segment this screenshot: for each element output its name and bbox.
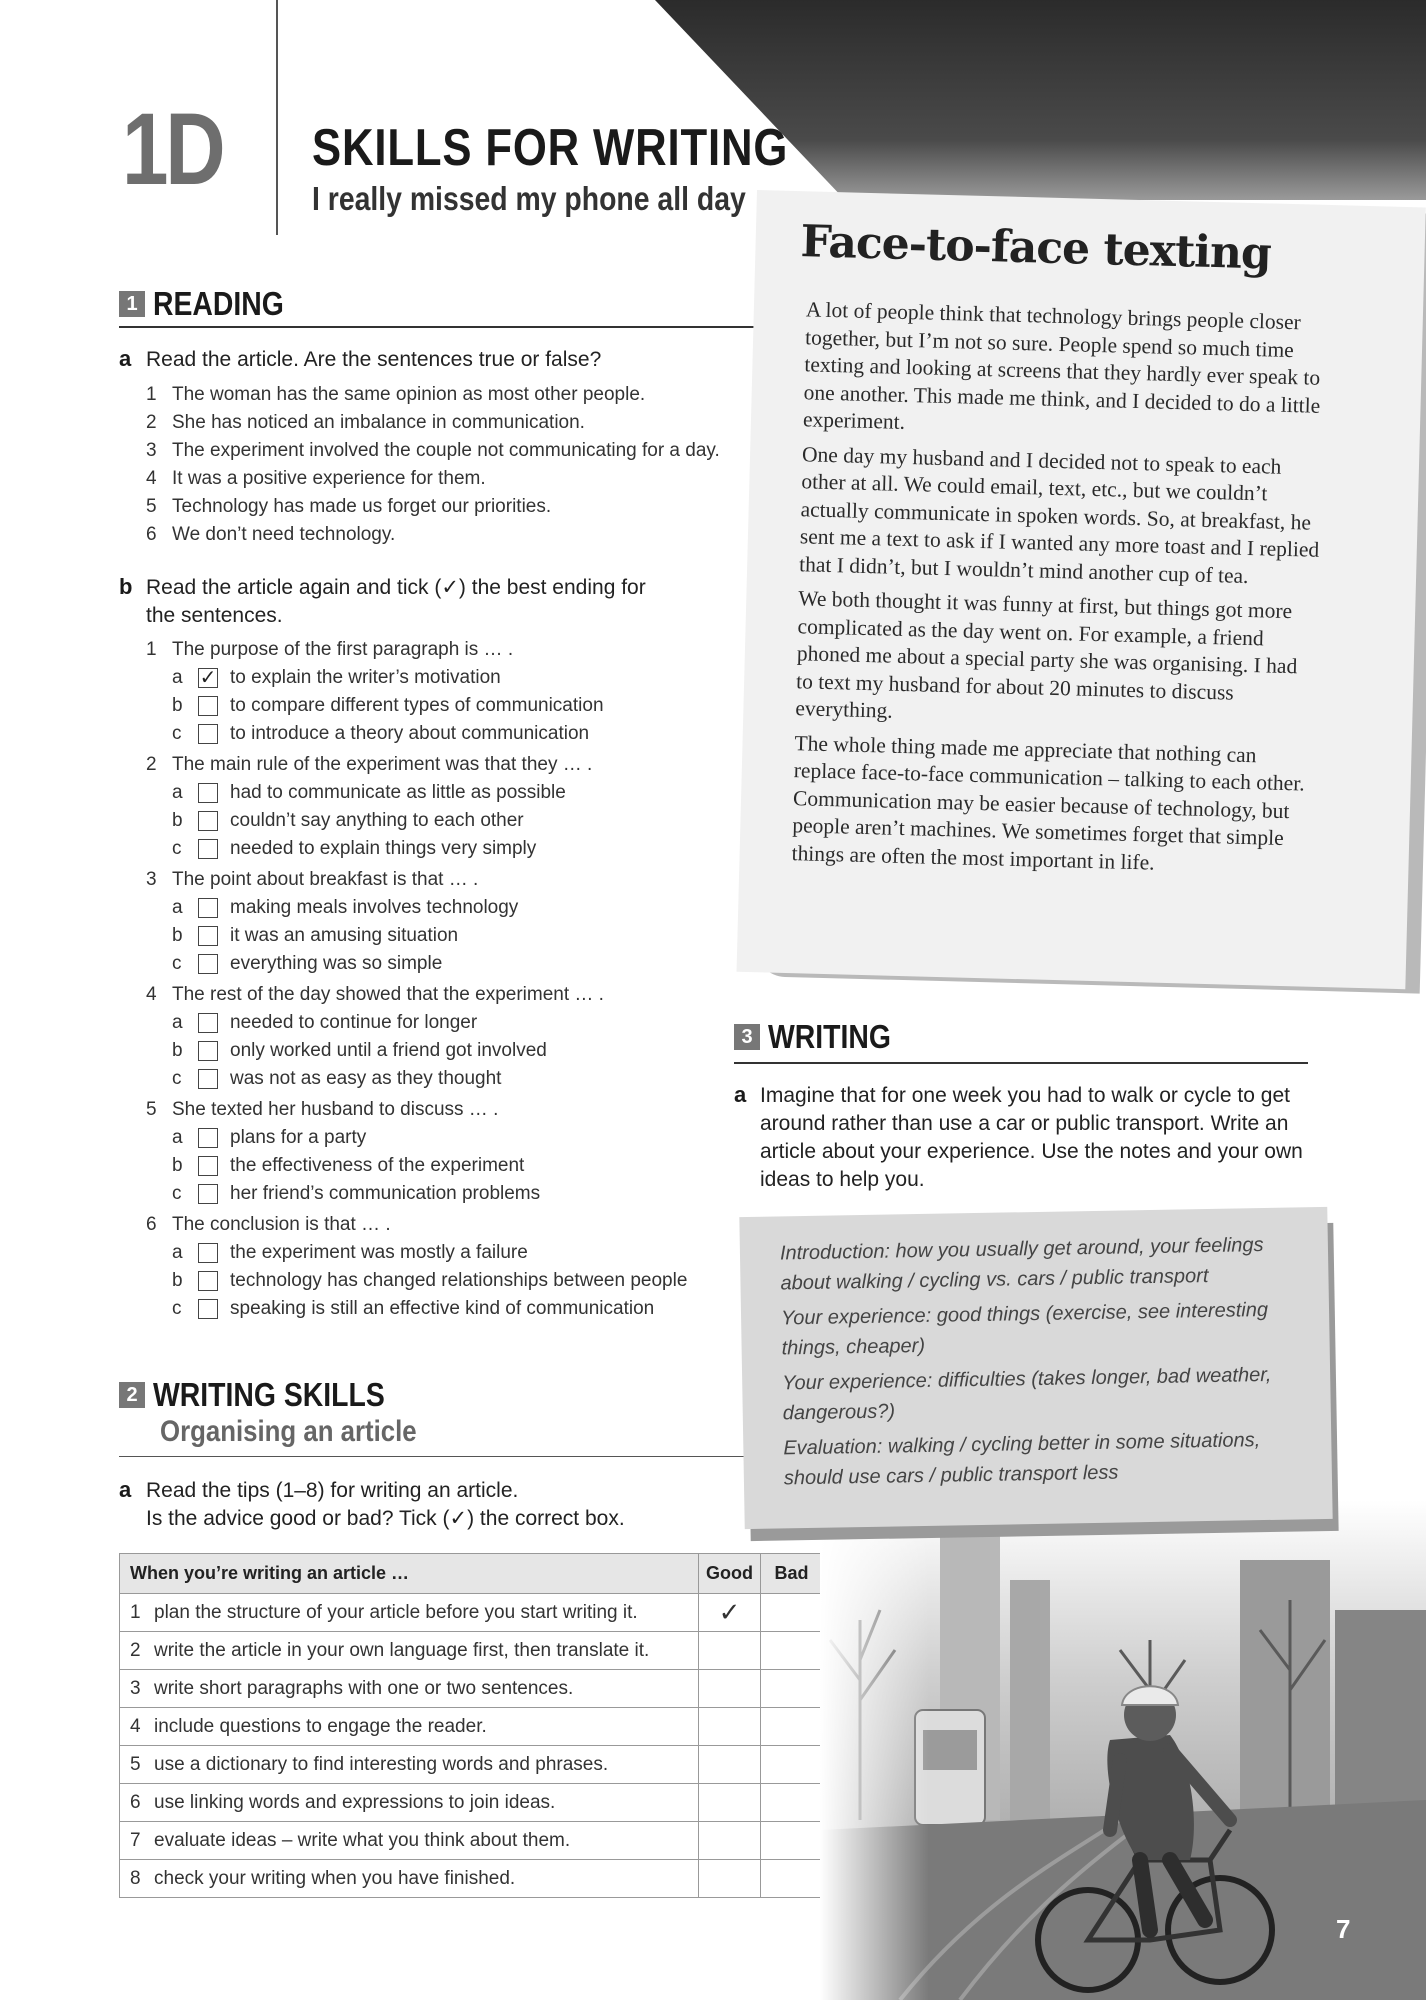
item-text: The woman has the same opinion as most other people.: [172, 384, 646, 405]
option-letter: b: [172, 1040, 183, 1061]
bad-cell[interactable]: [761, 1708, 823, 1746]
option-letter: b: [172, 1270, 183, 1291]
option-text: needed to continue for longer: [230, 1012, 478, 1033]
item-number: 4: [146, 468, 157, 489]
option-letter: a: [172, 1242, 183, 1263]
option-text: speaking is still an effective kind of communication: [230, 1298, 655, 1319]
option-text: was not as easy as they thought: [230, 1068, 502, 1089]
question-number: 2: [146, 754, 157, 775]
bad-cell[interactable]: [761, 1822, 823, 1860]
article-paragraph: We both thought it was funny at first, but things got more complicated as the day went on. For example, a friend phoned me about a special party she was organising. I had to text my husband for about 20 minutes to discuss everything.: [795, 586, 1298, 723]
task-instruction: [146, 574, 646, 630]
option-text: everything was so simple: [230, 953, 443, 974]
task-letter: a: [119, 346, 132, 371]
question-number: 5: [146, 1099, 157, 1120]
question-text: The rest of the day showed that the experiment … .: [172, 984, 604, 1005]
mc-question: [146, 751, 687, 863]
tip-text: evaluate ideas – write what you think about them.: [154, 1829, 571, 1851]
tip-number: 7: [130, 1829, 141, 1851]
mc-option: [146, 1152, 687, 1180]
writing-note: Your experience: difficulties (takes longer, bad weather, dangerous?): [782, 1363, 1272, 1425]
table-row: [120, 1746, 823, 1784]
mc-question-stem: [146, 866, 687, 894]
answer-checkbox[interactable]: [198, 1041, 218, 1061]
good-cell[interactable]: [699, 1784, 761, 1822]
option-letter: c: [172, 1068, 182, 1089]
answer-checkbox[interactable]: [198, 1128, 218, 1148]
tip-text: use a dictionary to find interesting words and phrases.: [154, 1753, 609, 1775]
question-number: 1: [146, 639, 157, 660]
bad-cell[interactable]: [761, 1594, 823, 1632]
answer-checkbox[interactable]: [198, 839, 218, 859]
question-number: 3: [146, 869, 157, 890]
mc-option: [146, 1009, 687, 1037]
option-text: it was an amusing situation: [230, 925, 459, 946]
question-number: 4: [146, 984, 157, 1005]
mc-option: [146, 1180, 687, 1208]
section-rule: [734, 1062, 1308, 1064]
mc-option: [146, 664, 687, 692]
option-letter: b: [172, 1155, 183, 1176]
good-cell[interactable]: [699, 1860, 761, 1898]
option-letter: c: [172, 1183, 182, 1204]
table-row: [120, 1670, 823, 1708]
answer-checkbox[interactable]: ✓: [199, 667, 217, 689]
bad-cell[interactable]: [761, 1670, 823, 1708]
writing-heading: [734, 1018, 911, 1056]
section-title: READING: [153, 285, 284, 322]
good-cell[interactable]: [699, 1708, 761, 1746]
article-paragraph: The whole thing made me appreciate that nothing can replace face-to-face communication – talking to each other. Communication may be easier because of technology, but people aren’t machines. We sometimes forget that simple things are often the most important in life.: [791, 730, 1305, 875]
mc-question: [146, 981, 687, 1093]
answer-checkbox[interactable]: [198, 926, 218, 946]
option-letter: a: [172, 1127, 183, 1148]
bad-cell[interactable]: [761, 1632, 823, 1670]
true-false-item: [146, 493, 720, 521]
good-cell[interactable]: [699, 1746, 761, 1784]
tip-cell: [120, 1784, 699, 1822]
item-text: We don’t need technology.: [172, 524, 396, 545]
item-number: 3: [146, 440, 157, 461]
true-false-item: [146, 409, 720, 437]
answer-checkbox[interactable]: [198, 1299, 218, 1319]
option-letter: b: [172, 925, 183, 946]
question-text: The point about breakfast is that … .: [172, 869, 479, 890]
tip-number: 3: [130, 1677, 141, 1699]
option-text: the effectiveness of the experiment: [230, 1155, 525, 1176]
tip-number: 1: [130, 1601, 141, 1623]
section-number: 1: [119, 291, 145, 317]
option-text: making meals involves technology: [230, 897, 519, 918]
tip-cell: [120, 1594, 699, 1632]
option-text: the experiment was mostly a failure: [230, 1242, 528, 1263]
tip-text: include questions to engage the reader.: [154, 1715, 487, 1737]
section-rule: [119, 326, 767, 328]
option-letter: c: [172, 723, 182, 744]
option-letter: c: [172, 1298, 182, 1319]
writing-note: Evaluation: walking / cycling better in some situations, should use cars / public transport less: [783, 1429, 1261, 1490]
question-text: She texted her husband to discuss … .: [172, 1099, 499, 1120]
table-row: [120, 1822, 823, 1860]
answer-checkbox[interactable]: [198, 1271, 218, 1291]
tip-cell: [120, 1746, 699, 1784]
option-letter: a: [172, 897, 183, 918]
tip-cell: [120, 1670, 699, 1708]
mc-question-stem: [146, 981, 687, 1009]
item-number: 6: [146, 524, 157, 545]
multiple-choice-questions: [146, 636, 687, 1326]
task-instruction-line: the sentences.: [146, 604, 283, 627]
bad-cell[interactable]: [761, 1784, 823, 1822]
true-false-item: [146, 437, 720, 465]
section-subheading: Organising an article: [160, 1415, 417, 1448]
option-letter: a: [172, 782, 183, 803]
mc-option: [146, 950, 687, 978]
answer-checkbox[interactable]: [198, 954, 218, 974]
option-text: had to communicate as little as possible: [230, 782, 566, 803]
tips-table: [119, 1553, 823, 1898]
item-number: 2: [146, 412, 157, 433]
question-text: The main rule of the experiment was that they … .: [172, 754, 593, 775]
mc-option: [146, 1037, 687, 1065]
table-row: [120, 1632, 823, 1670]
mc-question: [146, 636, 687, 748]
mc-option: [146, 1065, 687, 1093]
mc-option: [146, 720, 687, 748]
mc-question-stem: [146, 636, 687, 664]
answer-checkbox[interactable]: [198, 724, 218, 744]
option-letter: c: [172, 838, 182, 859]
question-text: The conclusion is that … .: [172, 1214, 391, 1235]
tip-cell: [120, 1708, 699, 1746]
writing-notes-panel: [739, 1207, 1332, 1529]
mc-option: [146, 1295, 687, 1323]
table-header-good: Good: [699, 1554, 761, 1594]
mc-question-stem: [146, 1211, 687, 1239]
item-number: 5: [146, 496, 157, 517]
table-row: [120, 1594, 823, 1632]
good-cell[interactable]: [699, 1632, 761, 1670]
article-title: Face-to-face texting: [799, 216, 1272, 280]
option-text: couldn’t say anything to each other: [230, 810, 524, 831]
option-text: to compare different types of communication: [230, 695, 604, 716]
answer-checkbox[interactable]: [198, 1013, 218, 1033]
option-text: only worked until a friend got involved: [230, 1040, 547, 1061]
task-instruction: [146, 1477, 625, 1533]
table-row: [120, 1708, 823, 1746]
item-text: The experiment involved the couple not communicating for a day.: [172, 440, 720, 461]
section-number: 3: [734, 1024, 760, 1050]
tip-cell: [120, 1822, 699, 1860]
good-cell[interactable]: [699, 1822, 761, 1860]
task-letter: b: [119, 574, 133, 599]
mc-option: [146, 1239, 687, 1267]
tip-cell: [120, 1632, 699, 1670]
table-header-row: [120, 1554, 823, 1594]
unit-code: 1D: [122, 92, 223, 206]
mc-option: [146, 807, 687, 835]
mc-question: [146, 866, 687, 978]
task-letter: a: [119, 1477, 132, 1502]
option-text: to explain the writer’s motivation: [230, 667, 501, 688]
item-text: She has noticed an imbalance in communication.: [172, 412, 585, 433]
page-number: 7: [1336, 1914, 1351, 1944]
mc-question: [146, 1211, 687, 1323]
tip-cell: [120, 1860, 699, 1898]
task-instruction-line: Read the article again and tick (✓) the best ending for: [146, 576, 646, 599]
option-letter: b: [172, 810, 183, 831]
option-letter: a: [172, 667, 183, 688]
reading-heading: [119, 285, 305, 323]
item-text: Technology has made us forget our priorities.: [172, 496, 552, 517]
bad-cell[interactable]: [761, 1746, 823, 1784]
option-text: her friend’s communication problems: [230, 1183, 541, 1204]
section-rule: [119, 1456, 749, 1457]
section-title: WRITING: [768, 1018, 891, 1055]
table-row: [120, 1860, 823, 1898]
tip-text: use linking words and expressions to join ideas.: [154, 1791, 556, 1813]
option-letter: c: [172, 953, 182, 974]
item-text: It was a positive experience for them.: [172, 468, 486, 489]
answer-checkbox[interactable]: [198, 1184, 218, 1204]
tip-number: 4: [130, 1715, 141, 1737]
tip-text: plan the structure of your article before you start writing it.: [154, 1601, 638, 1623]
unit-subtitle: I really missed my phone all day: [312, 180, 746, 217]
option-text: needed to explain things very simply: [230, 838, 537, 859]
mc-question-stem: [146, 1096, 687, 1124]
question-text: The purpose of the first paragraph is … .: [172, 639, 514, 660]
table-header-tip: When you’re writing an article …: [120, 1554, 699, 1594]
tip-text: write the article in your own language first, then translate it.: [154, 1639, 650, 1661]
answer-checkbox[interactable]: [198, 1069, 218, 1089]
task-instruction: Read the article. Are the sentences true or false?: [146, 348, 602, 371]
answer-checkbox[interactable]: [198, 1156, 218, 1176]
tip-number: 2: [130, 1639, 141, 1661]
writing-note: Your experience: good things (exercise, see interesting things, cheaper): [780, 1298, 1269, 1360]
section-number: 2: [119, 1382, 145, 1408]
option-text: technology has changed relationships between people: [230, 1270, 688, 1291]
article-paragraph: One day my husband and I decided not to speak to each other at all. We could email, text, etc., but we couldn’t actually communicate in spoken words. So, at breakfast, he sent me a text to ask if I wanted any more toast and I replied that I didn’t, but I wouldn’t mind another cup of tea.: [798, 441, 1320, 588]
mc-option: [146, 779, 687, 807]
good-cell[interactable]: [699, 1670, 761, 1708]
tip-number: 6: [130, 1791, 141, 1813]
answer-checkbox[interactable]: [198, 696, 218, 716]
task-instruction: Imagine that for one week you had to walk or cycle to get around rather than use a car or public transport. Write an article about your experience. Use the notes and your own ideas to help you.: [760, 1084, 1303, 1191]
table-row: [120, 1784, 823, 1822]
mc-option: [146, 922, 687, 950]
unit-divider: [276, 0, 278, 235]
writing-notes: [780, 1230, 1294, 1499]
article-body: [791, 296, 1326, 887]
option-letter: b: [172, 695, 183, 716]
answer-checkbox[interactable]: [198, 1243, 218, 1263]
tip-number: 5: [130, 1753, 141, 1775]
answer-checkbox[interactable]: [198, 898, 218, 918]
tip-text: check your writing when you have finished.: [154, 1867, 516, 1889]
true-false-item: [146, 521, 720, 549]
true-false-item: [146, 465, 720, 493]
tip-text: write short paragraphs with one or two sentences.: [154, 1677, 574, 1699]
mc-option: [146, 1267, 687, 1295]
task-instruction-line: Read the tips (1–8) for writing an article.: [146, 1479, 519, 1502]
answer-checkbox[interactable]: [198, 783, 218, 803]
task-letter: a: [734, 1082, 747, 1107]
mc-option: [146, 894, 687, 922]
mc-question: [146, 1096, 687, 1208]
mc-option: [146, 835, 687, 863]
unit-title: SKILLS FOR WRITING: [312, 119, 789, 177]
writing-note: Introduction: how you usually get around, your feelings about walking / cycling vs. cars / public transport: [779, 1234, 1264, 1295]
item-number: 1: [146, 384, 157, 405]
option-letter: a: [172, 1012, 183, 1033]
table-header-bad: Bad: [761, 1554, 823, 1594]
mc-question-stem: [146, 751, 687, 779]
article-panel: [737, 190, 1426, 989]
true-false-list: [146, 381, 720, 549]
mc-option: [146, 1124, 687, 1152]
writing-skills-heading: [119, 1376, 422, 1414]
tip-number: 8: [130, 1867, 141, 1889]
mc-option: [146, 692, 687, 720]
good-cell[interactable]: ✓: [699, 1594, 761, 1632]
question-number: 6: [146, 1214, 157, 1235]
task-instruction-line: Is the advice good or bad? Tick (✓) the correct box.: [146, 1507, 625, 1530]
section-title: WRITING SKILLS: [153, 1376, 385, 1413]
answer-checkbox[interactable]: [198, 811, 218, 831]
true-false-item: [146, 381, 720, 409]
option-text: plans for a party: [230, 1127, 367, 1148]
article-paragraph: A lot of people think that technology brings people closer together, but I’m not so sure. People spend so much time texting and looking at screens that they hardly ever speak to one another. This made me think, and I decided to do a little experiment.: [802, 297, 1321, 434]
bad-cell[interactable]: [761, 1860, 823, 1898]
option-text: to introduce a theory about communication: [230, 723, 590, 744]
